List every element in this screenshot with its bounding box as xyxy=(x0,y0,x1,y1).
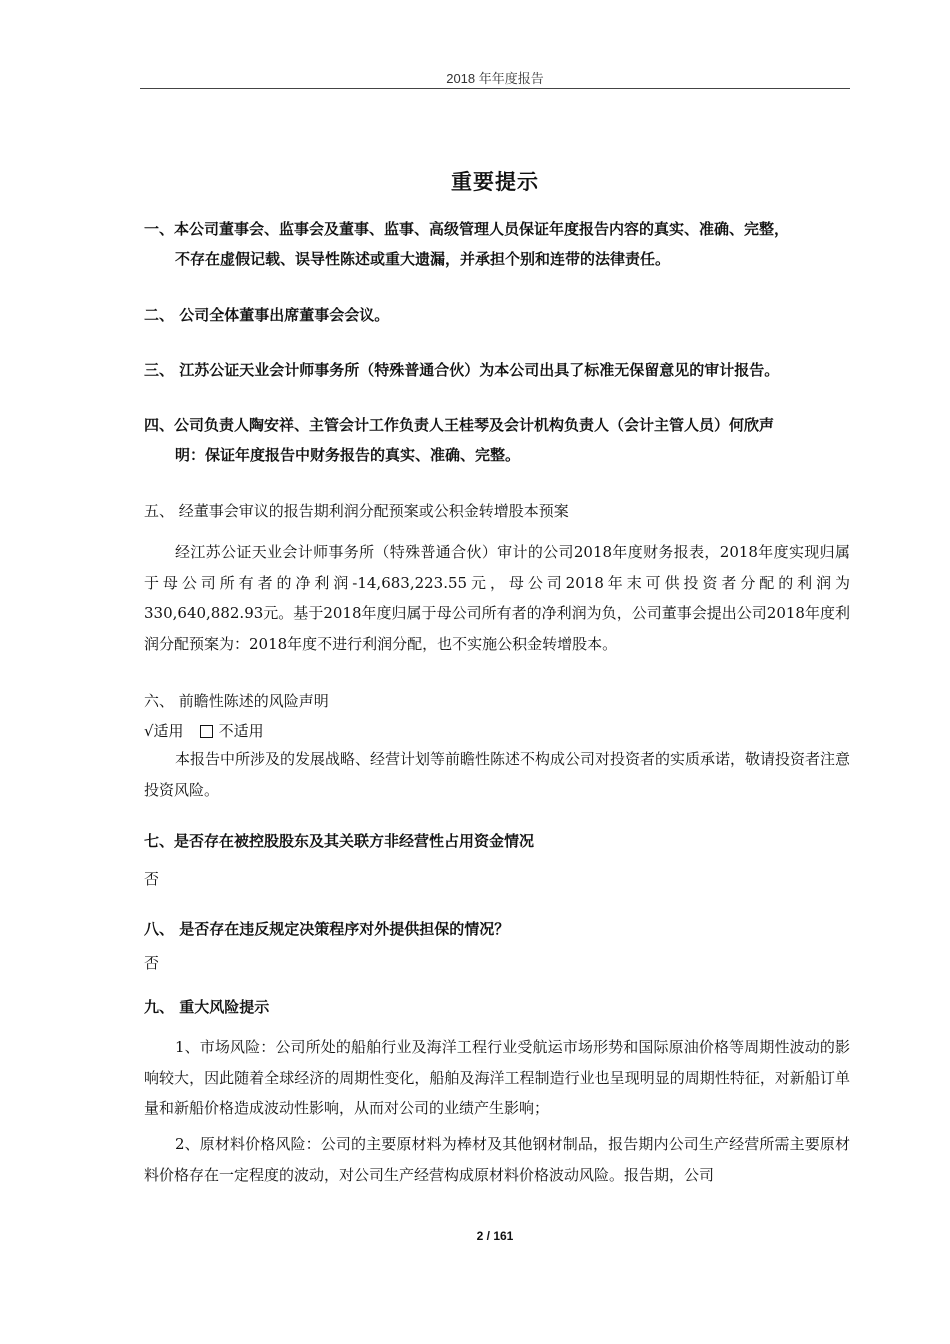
checked-applicable: √适用 xyxy=(144,722,184,740)
item-9-heading: 九、 重大风险提示 xyxy=(144,998,270,1016)
item-5-heading: 五、 经董事会审议的报告期利润分配预案或公积金转增股本预案 xyxy=(144,502,569,520)
item-4-line-2: 明：保证年度报告中财务报告的真实、准确、完整。 xyxy=(175,446,521,464)
item-6-heading: 六、 前瞻性陈述的风险声明 xyxy=(144,692,329,710)
page-number: 2 / 161 xyxy=(476,1229,514,1243)
item-1-line-2: 不存在虚假记载、误导性陈述或重大遗漏，并承担个别和连带的法律责任。 xyxy=(175,250,671,268)
item-1-line-1: 一、本公司董事会、监事会及董事、监事、高级管理人员保证年度报告内容的真实、准确、完整， xyxy=(144,220,790,238)
item-6-applicability xyxy=(144,716,264,746)
item-3: 三、 江苏公证天业会计师事务所（特殊普通合伙）为本公司出具了标准无保留意见的审计报告。 xyxy=(144,361,780,379)
page-header: 2018 年年度报告 xyxy=(446,71,544,86)
item-1 xyxy=(144,214,854,274)
checkbox-empty-icon xyxy=(200,725,213,738)
item-4-line-1: 四、公司负责人陶安祥、主管会计工作负责人王桂琴及会计机构负责人（会计主管人员）何欣声 xyxy=(144,416,775,434)
item-9-risk-2: 2、原材料价格风险：公司的主要原材料为棒材及其他钢材制品，报告期内公司生产经营所需主要原材料价格存在一定程度的波动，对公司生产经营构成原材料价格波动风险。报告期，公司 xyxy=(144,1135,850,1184)
item-5-body: 经江苏公证天业会计师事务所（特殊普通合伙）审计的公司2018年度财务报表，2018年度实现归属于母公司所有者的净利润-14,683,223.55元，母公司2018年末可供投资者分配的利润为330,640,882.93元。基于2018年度归属于母公司所有者的净利润为负，公司董事会提出公司2018年度利润分配预案为：2018年度不进行利润分配，也不实施公积金转增股本。 xyxy=(144,543,850,653)
item-6-body: 本报告中所涉及的发展战略、经营计划等前瞻性陈述不构成公司对投资者的实质承诺，敬请投资者注意投资风险。 xyxy=(144,750,851,799)
item-8-heading: 八、 是否存在违反规定决策程序对外提供担保的情况？ xyxy=(144,920,510,938)
not-applicable-label: 不适用 xyxy=(218,722,264,740)
item-7-answer: 否 xyxy=(144,870,160,888)
header-divider xyxy=(140,88,850,89)
document-title: 重要提示 xyxy=(451,170,539,194)
item-2: 二、 公司全体董事出席董事会会议。 xyxy=(144,306,390,324)
item-7-heading: 七、是否存在被控股股东及其关联方非经营性占用资金情况 xyxy=(144,832,535,850)
item-4 xyxy=(144,410,854,470)
item-9-risk-1: 1、市场风险：公司所处的船舶行业及海洋工程行业受航运市场形势和国际原油价格等周期性波动的影响较大，因此随着全球经济的周期性变化，船舶及海洋工程制造行业也呈现明显的周期性特征，对新船订单量和新船价格造成波动性影响，从而对公司的业绩产生影响； xyxy=(144,1038,850,1117)
item-8-answer: 否 xyxy=(144,954,160,972)
